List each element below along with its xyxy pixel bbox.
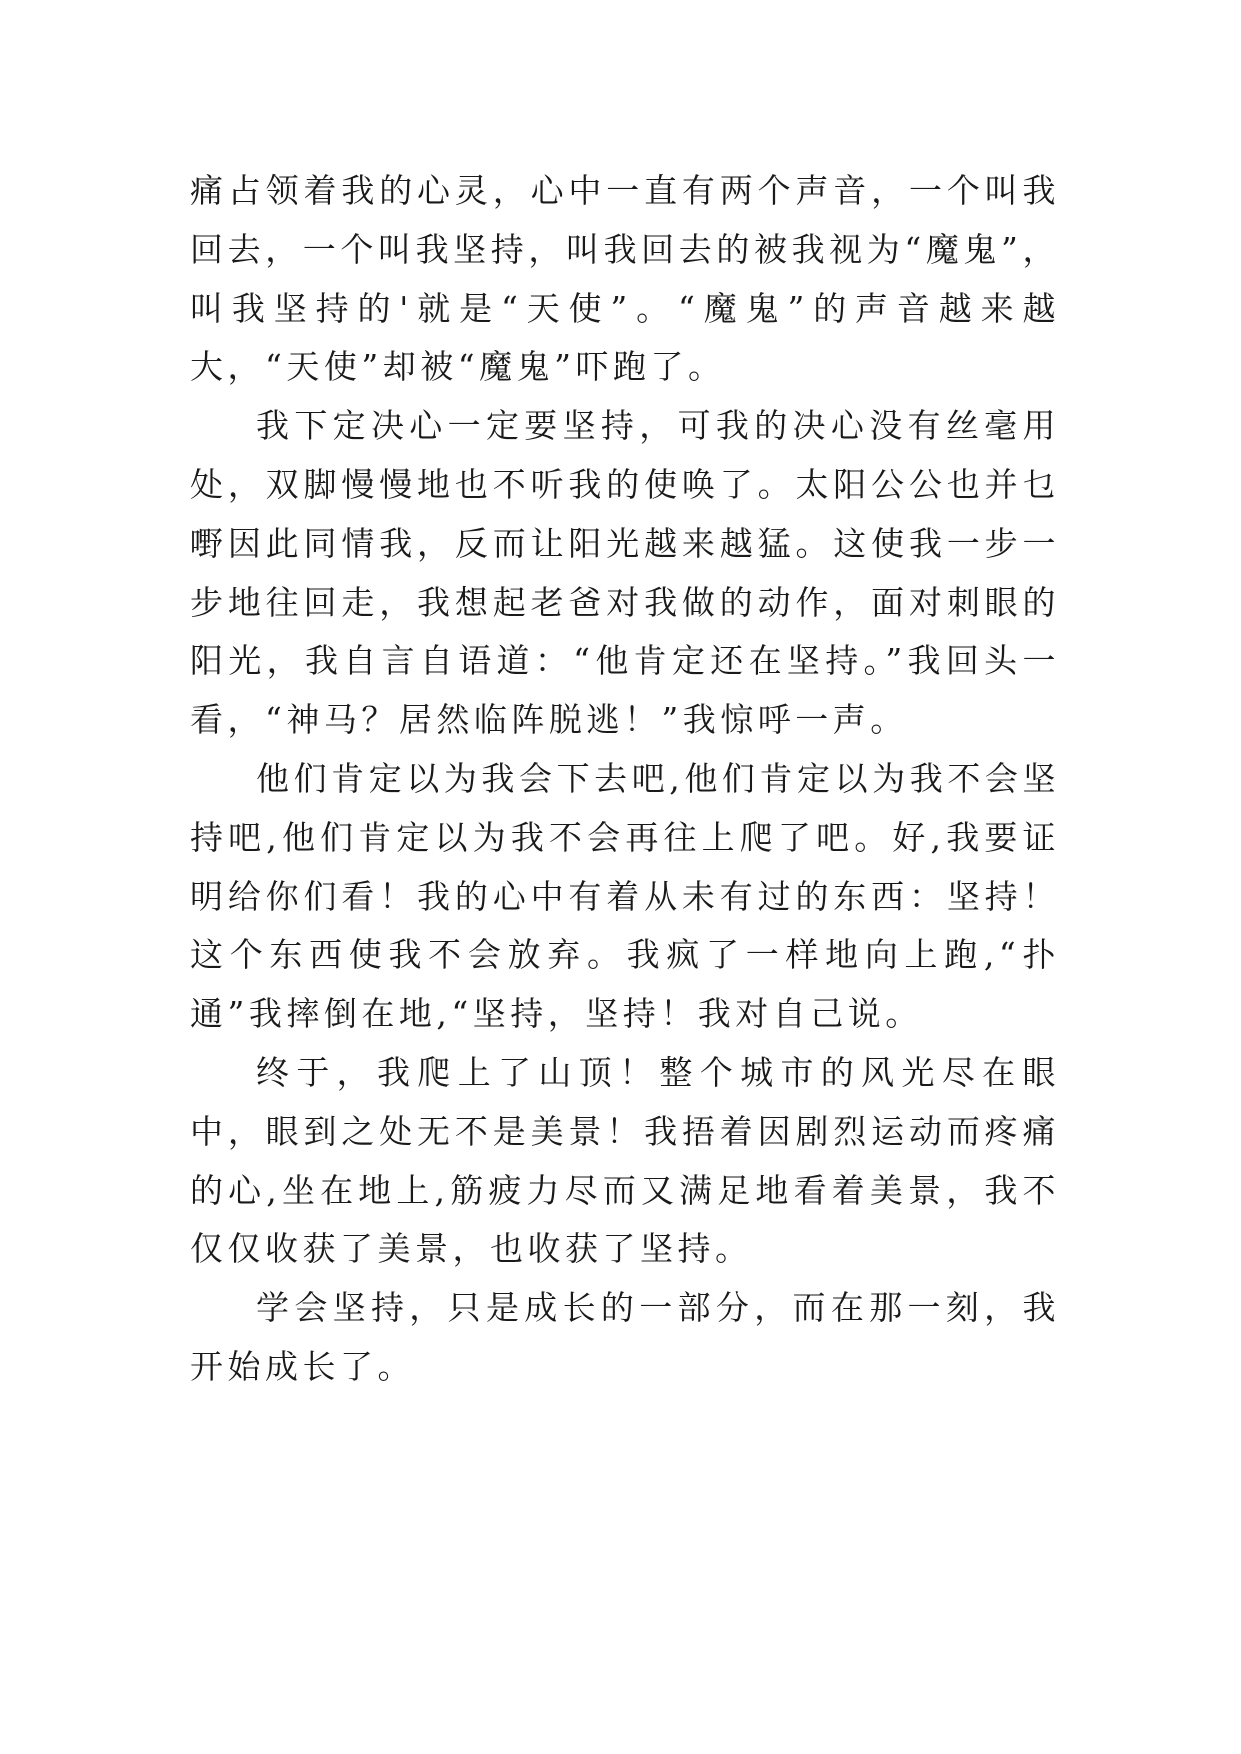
paragraph-1: 痛占领着我的心灵，心中一直有两个声音，一个叫我回去，一个叫我坚持，叫我回去的被我视为“魔鬼”，叫我坚持的'就是“天使”。“魔鬼”的声音越来越大，“天使”却被“魔鬼”吓跑了。: [190, 171, 1060, 387]
paragraph-5: 学会坚持，只是成长的一部分，而在那一刻，我开始成长了。: [190, 1288, 1060, 1386]
essay-body: [190, 162, 1060, 1397]
paragraph-3: 他们肯定以为我会下去吧,他们肯定以为我不会坚持吧,他们肯定以为我不会再往上爬了吧。好,我要证明给你们看！我的心中有着从未有过的东西：坚持！这个东西使我不会放弃。我疯了一样地向上跑,“扑通”我摔倒在地,“坚持，坚持！我对自己说。: [190, 758, 1060, 1034]
paragraph-2: 我下定决心一定要坚持，可我的决心没有丝毫用处，双脚慢慢地也不听我的使唤了。太阳公公也并乜嘢因此同情我，反而让阳光越来越猛。这使我一步一步地往回走，我想起老爸对我做的动作，面对刺眼的阳光，我自言自语道：“他肯定还在坚持。”我回头一看，“神马？居然临阵脱逃！”我惊呼一声。: [190, 406, 1060, 740]
paragraph-4: 终于，我爬上了山顶！整个城市的风光尽在眼中，眼到之处无不是美景！我捂着因剧烈运动而疼痛的心,坐在地上,筋疲力尽而又满足地看着美景，我不仅仅收获了美景，也收获了坚持。: [190, 1052, 1060, 1269]
